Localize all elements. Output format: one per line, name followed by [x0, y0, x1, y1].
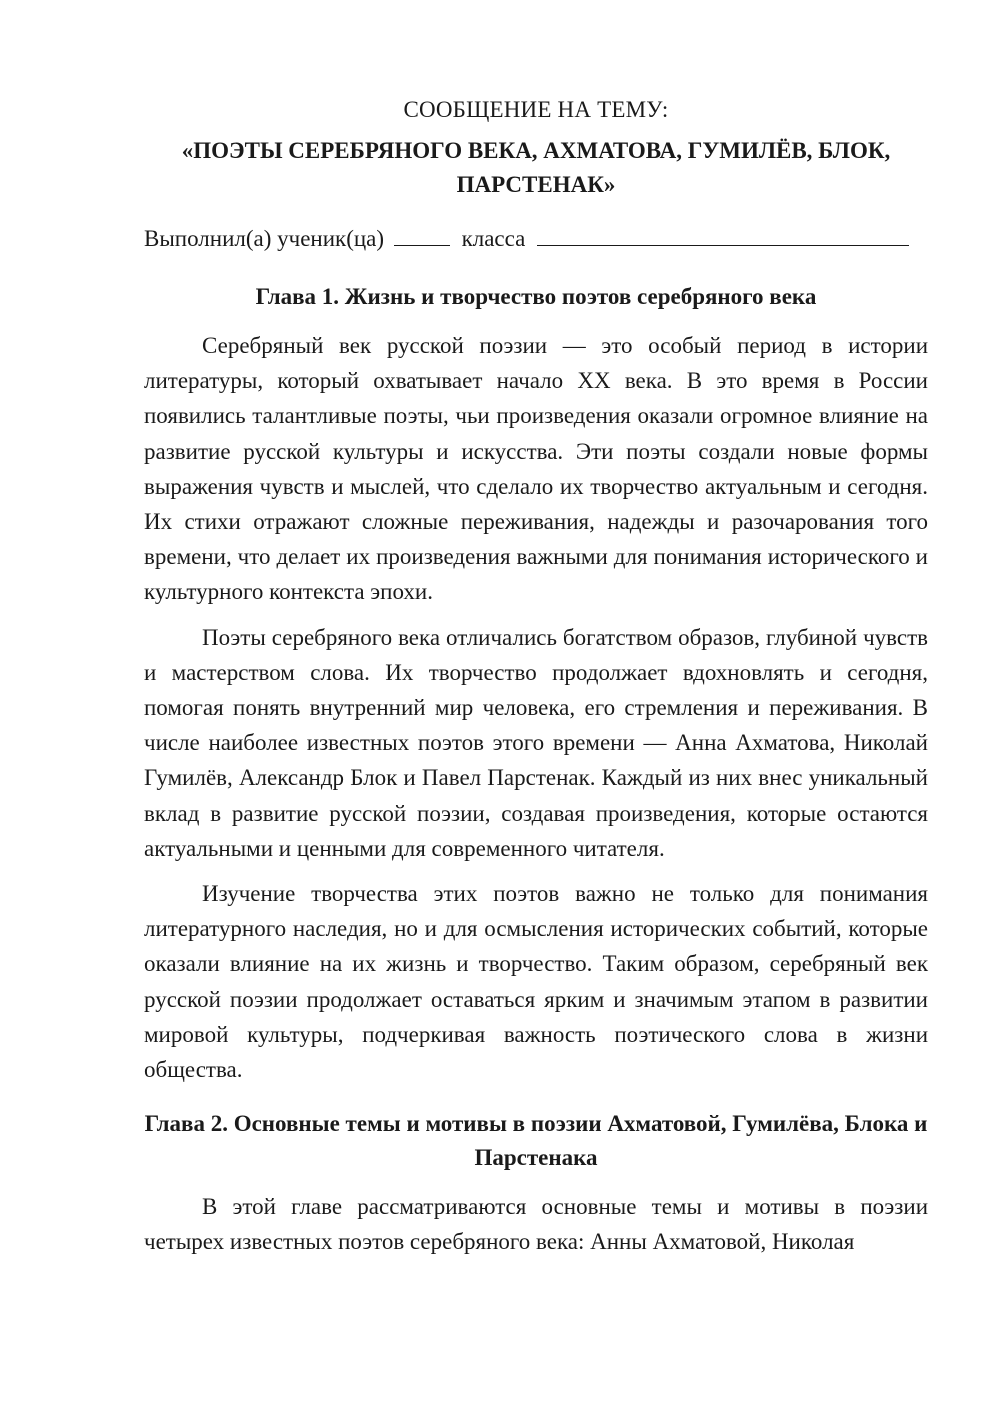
author-line	[144, 222, 928, 256]
chapter-heading: Глава 2. Основные темы и мотивы в поэзии Ахматовой, Гумилёва, Блока и Парстенака	[144, 1111, 928, 1171]
paragraph: В этой главе рассматриваются основные темы и мотивы в поэзии четырех известных поэтов серебряного века: Анны Ахматовой, Николая	[144, 1194, 928, 1255]
class-label: класса	[461, 226, 526, 251]
document-page	[144, 92, 928, 1260]
document-title: «ПОЭТЫ СЕРЕБРЯНОГО ВЕКА, АХМАТОВА, ГУМИЛЁВ, БЛОК, ПАРСТЕНАК»	[181, 138, 891, 197]
paragraph: Изучение творчества этих поэтов важно не только для понимания литературного наследия, но и для осмысления исторических событий, которые оказали влияние на их жизнь и творчество. Таким образом, серебряный век русской поэзии продолжает оставаться ярким и значимым этапом в развитии мировой культуры, подчеркивая важность поэтического слова в жизни общества.	[144, 881, 928, 1083]
paragraph: Серебряный век русской поэзии — это особый период в истории литературы, который охватывает начало XX века. В это время в России появились талантливые поэты, чьи произведения оказали огромное влияние на развитие русской культуры и искусства. Эти поэты создали новые формы выражения чувств и мыслей, что сделало их творчество актуальным и сегодня. Их стихи отражают сложные переживания, надежды и разочарования того времени, что делает их произведения важными для понимания исторического и культурного контекста эпохи.	[144, 333, 928, 605]
author-prefix: Выполнил(а) ученик(ца)	[144, 226, 385, 251]
document-type: СООБЩЕНИЕ НА ТЕМУ:	[403, 97, 669, 122]
grade-blank	[394, 223, 450, 246]
chapter-heading: Глава 1. Жизнь и творчество поэтов серебряного века	[255, 284, 817, 309]
paragraph: Поэты серебряного века отличались богатством образов, глубиной чувств и мастерством слова. Их творчество продолжает вдохновлять и сегодня, помогая понять внутренний мир человека, его стремления и переживания. В числе наиболее известных поэтов этого времени — Анна Ахматова, Николай Гумилёв, Александр Блок и Павел Парстенак. Каждый из них внес уникальный вклад в развитие русской поэзии, создавая произведения, которые остаются актуальными и ценными для современного читателя.	[144, 624, 928, 861]
name-blank	[537, 223, 909, 246]
